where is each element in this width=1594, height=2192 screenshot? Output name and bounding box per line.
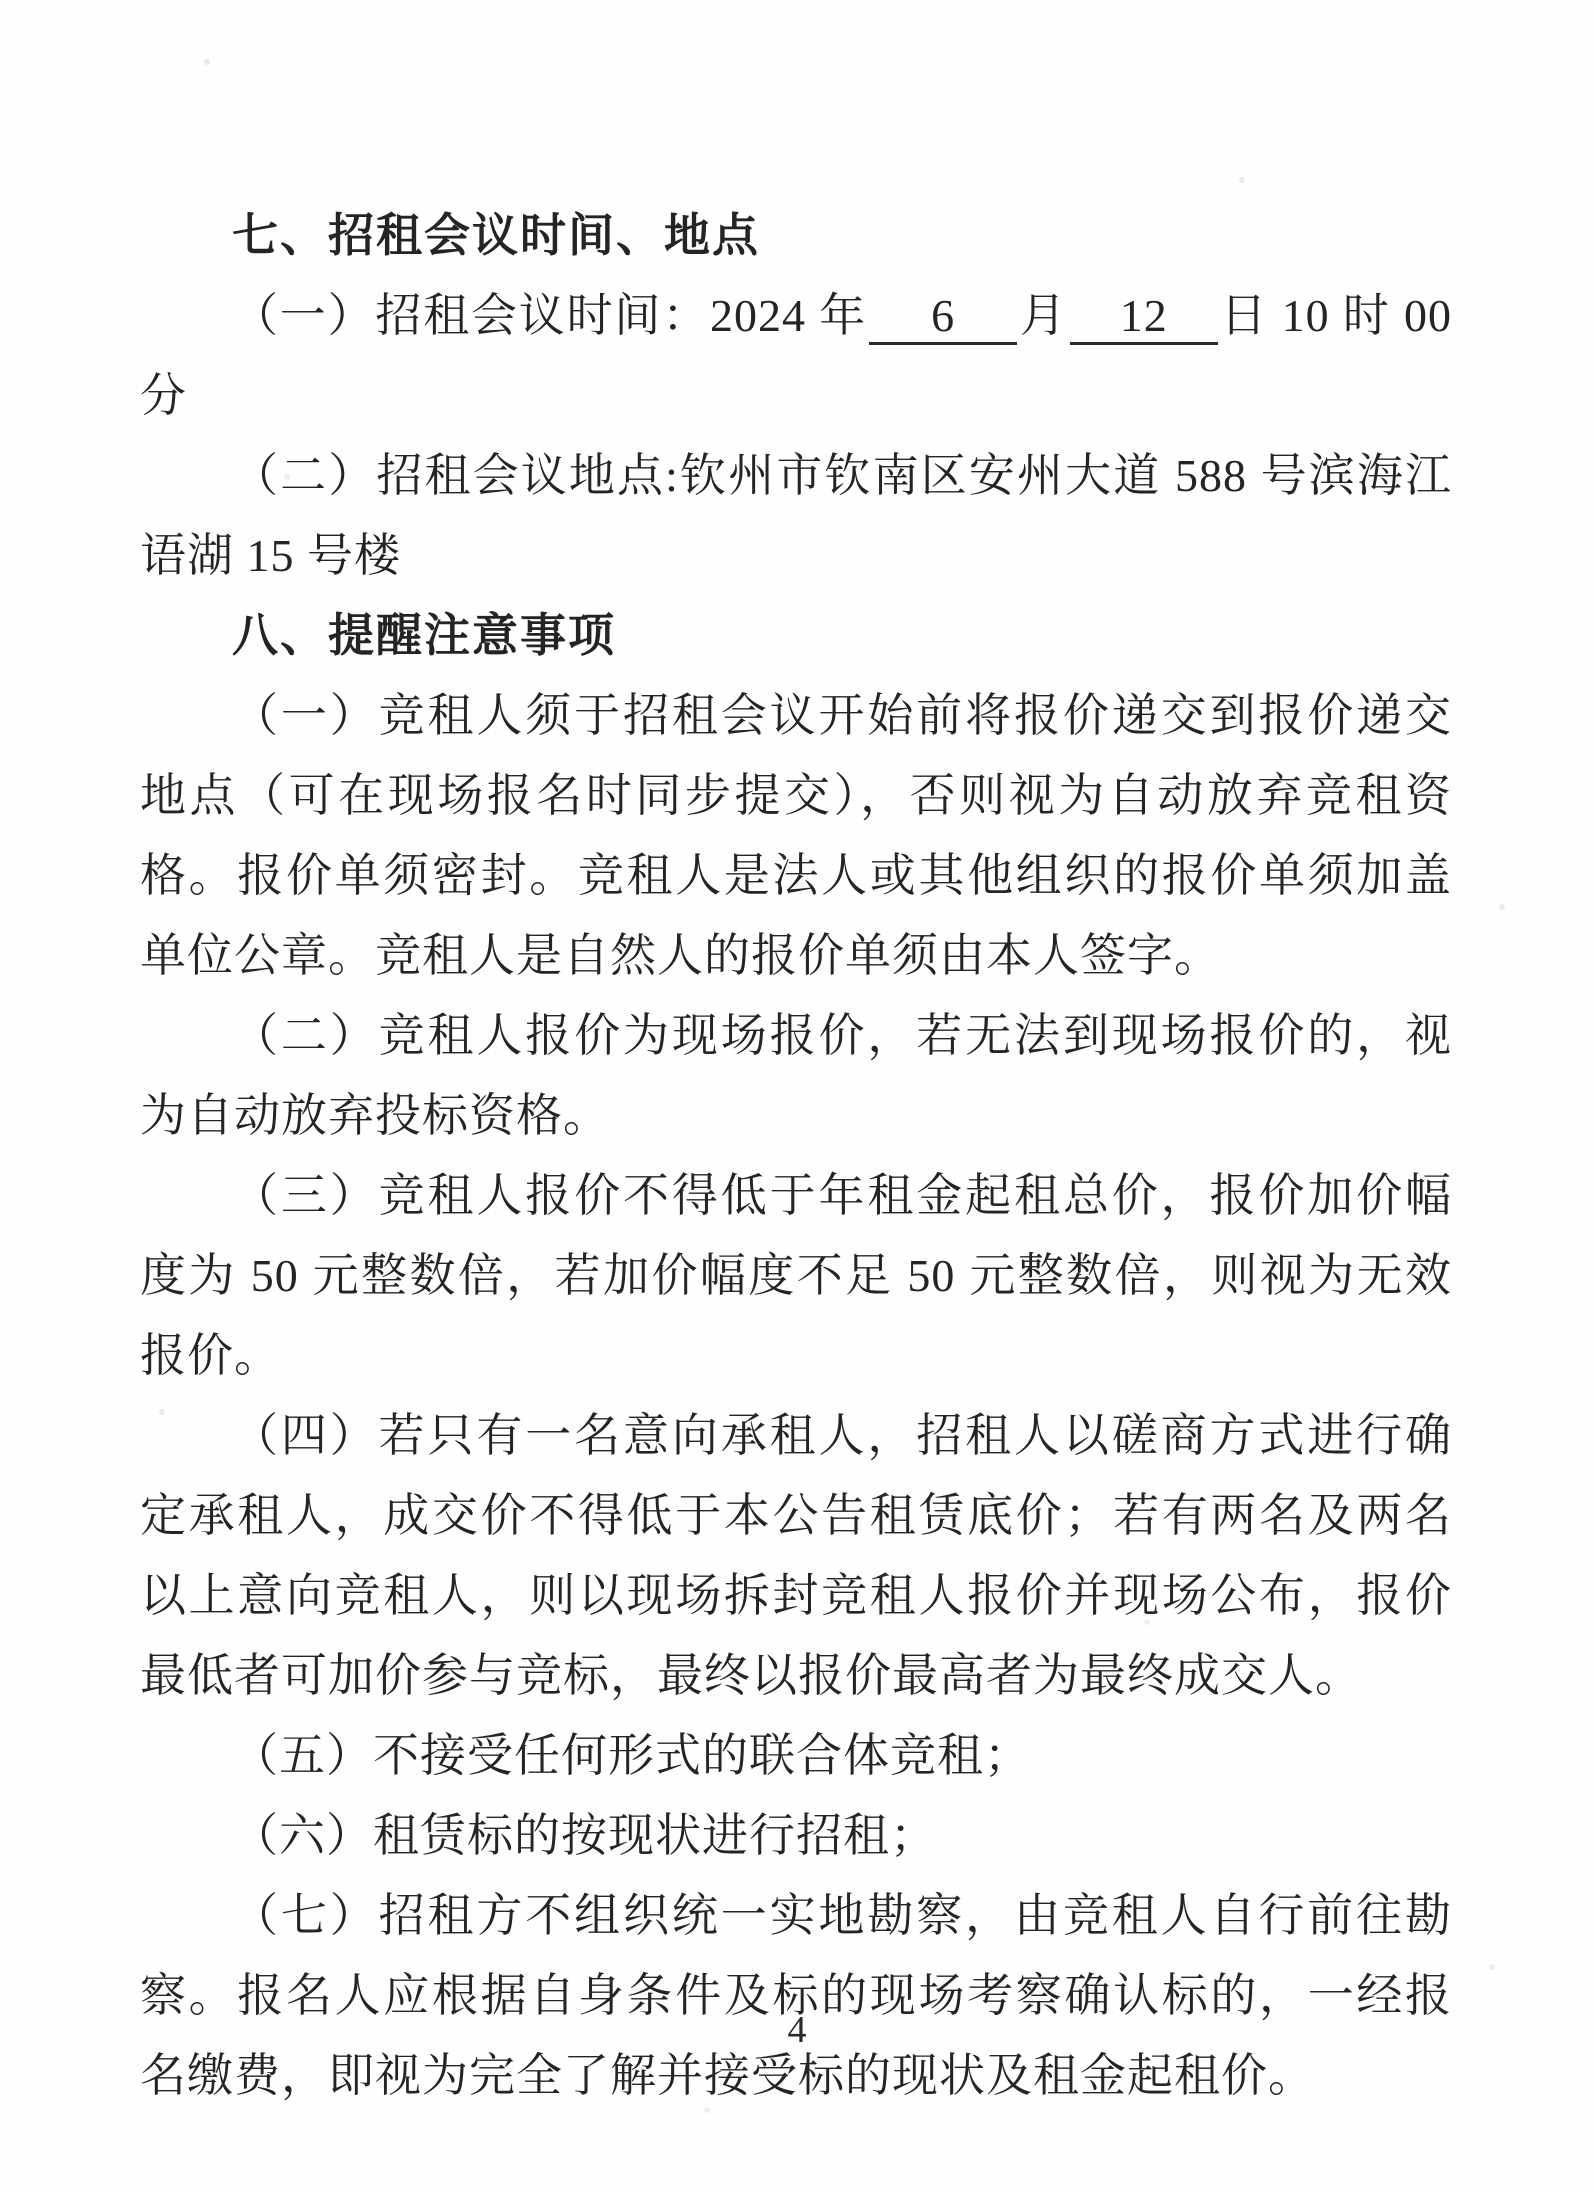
meeting-time-prefix: （一）招租会议时间：2024 年 xyxy=(232,290,868,341)
meeting-day-blank: 12 xyxy=(1070,291,1218,345)
notice-item-7: （七）招租方不组织统一实地勘察，由竞租人自行前往勘察。报名人应根据自身条件及标的现场考察确认标的，一经报名缴费，即视为完全了解并接受标的现状及租金起租价。 xyxy=(140,1890,1452,2101)
meeting-place-paragraph: （二）招租会议地点:钦州市钦南区安州大道 588 号滨海江语湖 15 号楼 xyxy=(140,450,1452,581)
meeting-time-line xyxy=(140,276,1452,436)
page-number: 4 xyxy=(787,2009,807,2051)
notice-item-1: （一）竞租人须于招租会议开始前将报价递交到报价递交地点（可在现场报名时同步提交），否则视为自动放弃竞租资格。报价单须密封。竞租人是法人或其他组织的报价单须加盖单位公章。竞租人是自然人的报价单须由本人签字。 xyxy=(140,690,1452,981)
meeting-time-suffix: 日 10 时 00 分 xyxy=(140,290,1453,421)
document-content xyxy=(140,196,1452,2116)
notice-item-5: （五）不接受任何形式的联合体竞租； xyxy=(232,1730,1031,1781)
notice-item-3: （三）竞租人报价不得低于年租金起租总价，报价加价幅度为 50 元整数倍，若加价幅度不足 50 元整数倍，则视为无效报价。 xyxy=(140,1170,1452,1381)
notice-item-4: （四）若只有一名意向承租人，招租人以磋商方式进行确定承租人，成交价不得低于本公告租赁底价；若有两名及两名以上意向竞租人，则以现场拆封竞租人报价并现场公布，报价最低者可加价参与竞标，最终以报价最高者为最终成交人。 xyxy=(140,1410,1452,1701)
notice-item-2: （二）竞租人报价为现场报价，若无法到现场报价的，视为自动放弃投标资格。 xyxy=(140,1010,1452,1141)
section7-heading: 七、招租会议时间、地点 xyxy=(232,210,760,261)
meeting-time-month-label: 月 xyxy=(1019,290,1068,341)
section8-heading: 八、提醒注意事项 xyxy=(232,610,616,661)
meeting-month-blank: 6 xyxy=(869,291,1017,345)
notice-item-6: （六）租赁标的按现状进行招租； xyxy=(232,1810,937,1861)
scan-speckles xyxy=(0,0,4,4)
